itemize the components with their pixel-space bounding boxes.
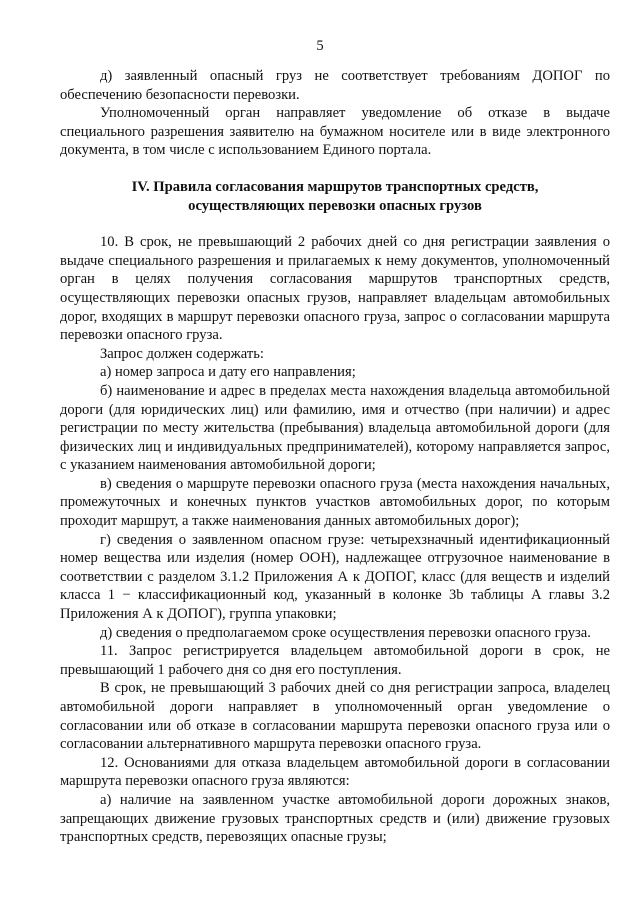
page-number: 5 bbox=[316, 38, 324, 54]
paragraph: б) наименование и адрес в пределах места нахождения владельца автомобильной дороги (для юридических лиц) или фамилию, имя и отчество (при наличии) и адрес регистрации по месту жительства (пребывания) владельца автомобильной дороги (для физических лиц и индивидуальных предпринимателей), которому направляется запрос, с указанием наименования автомобильной дороги; bbox=[60, 382, 610, 474]
paragraph: г) сведения о заявленном опасном грузе: четырехзначный идентификационный номер вещества или изделия (номер ООН), надлежащее отгрузочное наименование в соответствии с разделом 3.1.2 Приложения А к ДОПОГ, класс (для веществ и изделий класса 1 − классификационный код, указанный в колонке 3b таблицы А главы 3.2 Приложения А к ДОПОГ), группа упаковки; bbox=[60, 531, 610, 623]
paragraph: в) сведения о маршруте перевозки опасного груза (места нахождения начальных, промежуточных и конечных пунктов участков автомобильных дорог, по которым проходит маршрут, а также наименования данных автомобильных дорог); bbox=[60, 475, 610, 530]
paragraph: д) заявленный опасный груз не соответствует требованиям ДОПОГ по обеспечению безопасности перевозки. bbox=[60, 68, 610, 103]
paragraph: д) сведения о предполагаемом сроке осуществления перевозки опасного груза. bbox=[100, 624, 591, 641]
page-content bbox=[60, 67, 610, 847]
paragraph: Уполномоченный орган направляет уведомление об отказе в выдаче специального разрешения заявителю на бумажном носителе или в виде электронного документа, в том числе с использованием Единого портала. bbox=[60, 105, 610, 159]
paragraph: Запрос должен содержать: bbox=[100, 345, 264, 362]
section-heading-line-2: осуществляющих перевозки опасных грузов bbox=[188, 197, 482, 214]
paragraph: 11. Запрос регистрируется владельцем автомобильной дороги в срок, не превышающий 1 рабочего дня со дня его поступления. bbox=[60, 643, 610, 678]
paragraph: В срок, не превышающий 3 рабочих дней со дня регистрации запроса, владелец автомобильной дороги направляет в уполномоченный орган уведомление о согласовании или об отказе в согласовании маршрута перевозки опасного груза или о согласовании альтернативного маршрута перевозки опасного груза. bbox=[60, 680, 610, 753]
paragraph: а) наличие на заявленном участке автомобильной дороги дорожных знаков, запрещающих движение грузовых транспортных средств и (или) движение грузовых транспортных средств, перевозящих опасные грузы; bbox=[60, 791, 610, 846]
paragraph: 10. В срок, не превышающий 2 рабочих дней со дня регистрации заявления о выдаче специального разрешения и прилагаемых к нему документов, уполномоченный орган в целях получения согласования маршрутов транспортных средств, осуществляющих перевозки опасных грузов, направляет владельцам автомобильных дорог, входящих в маршрут перевозки опасного груза, запрос о согласовании маршрута перевозки опасного груза. bbox=[60, 234, 610, 344]
paragraph: а) номер запроса и дату его направления; bbox=[100, 364, 356, 381]
paragraph: 12. Основаниями для отказа владельцем автомобильной дороги в согласовании маршрута перевозки опасного груза являются: bbox=[60, 754, 610, 790]
section-heading-line-1: IV. Правила согласования маршрутов транспортных средств, bbox=[131, 178, 539, 195]
